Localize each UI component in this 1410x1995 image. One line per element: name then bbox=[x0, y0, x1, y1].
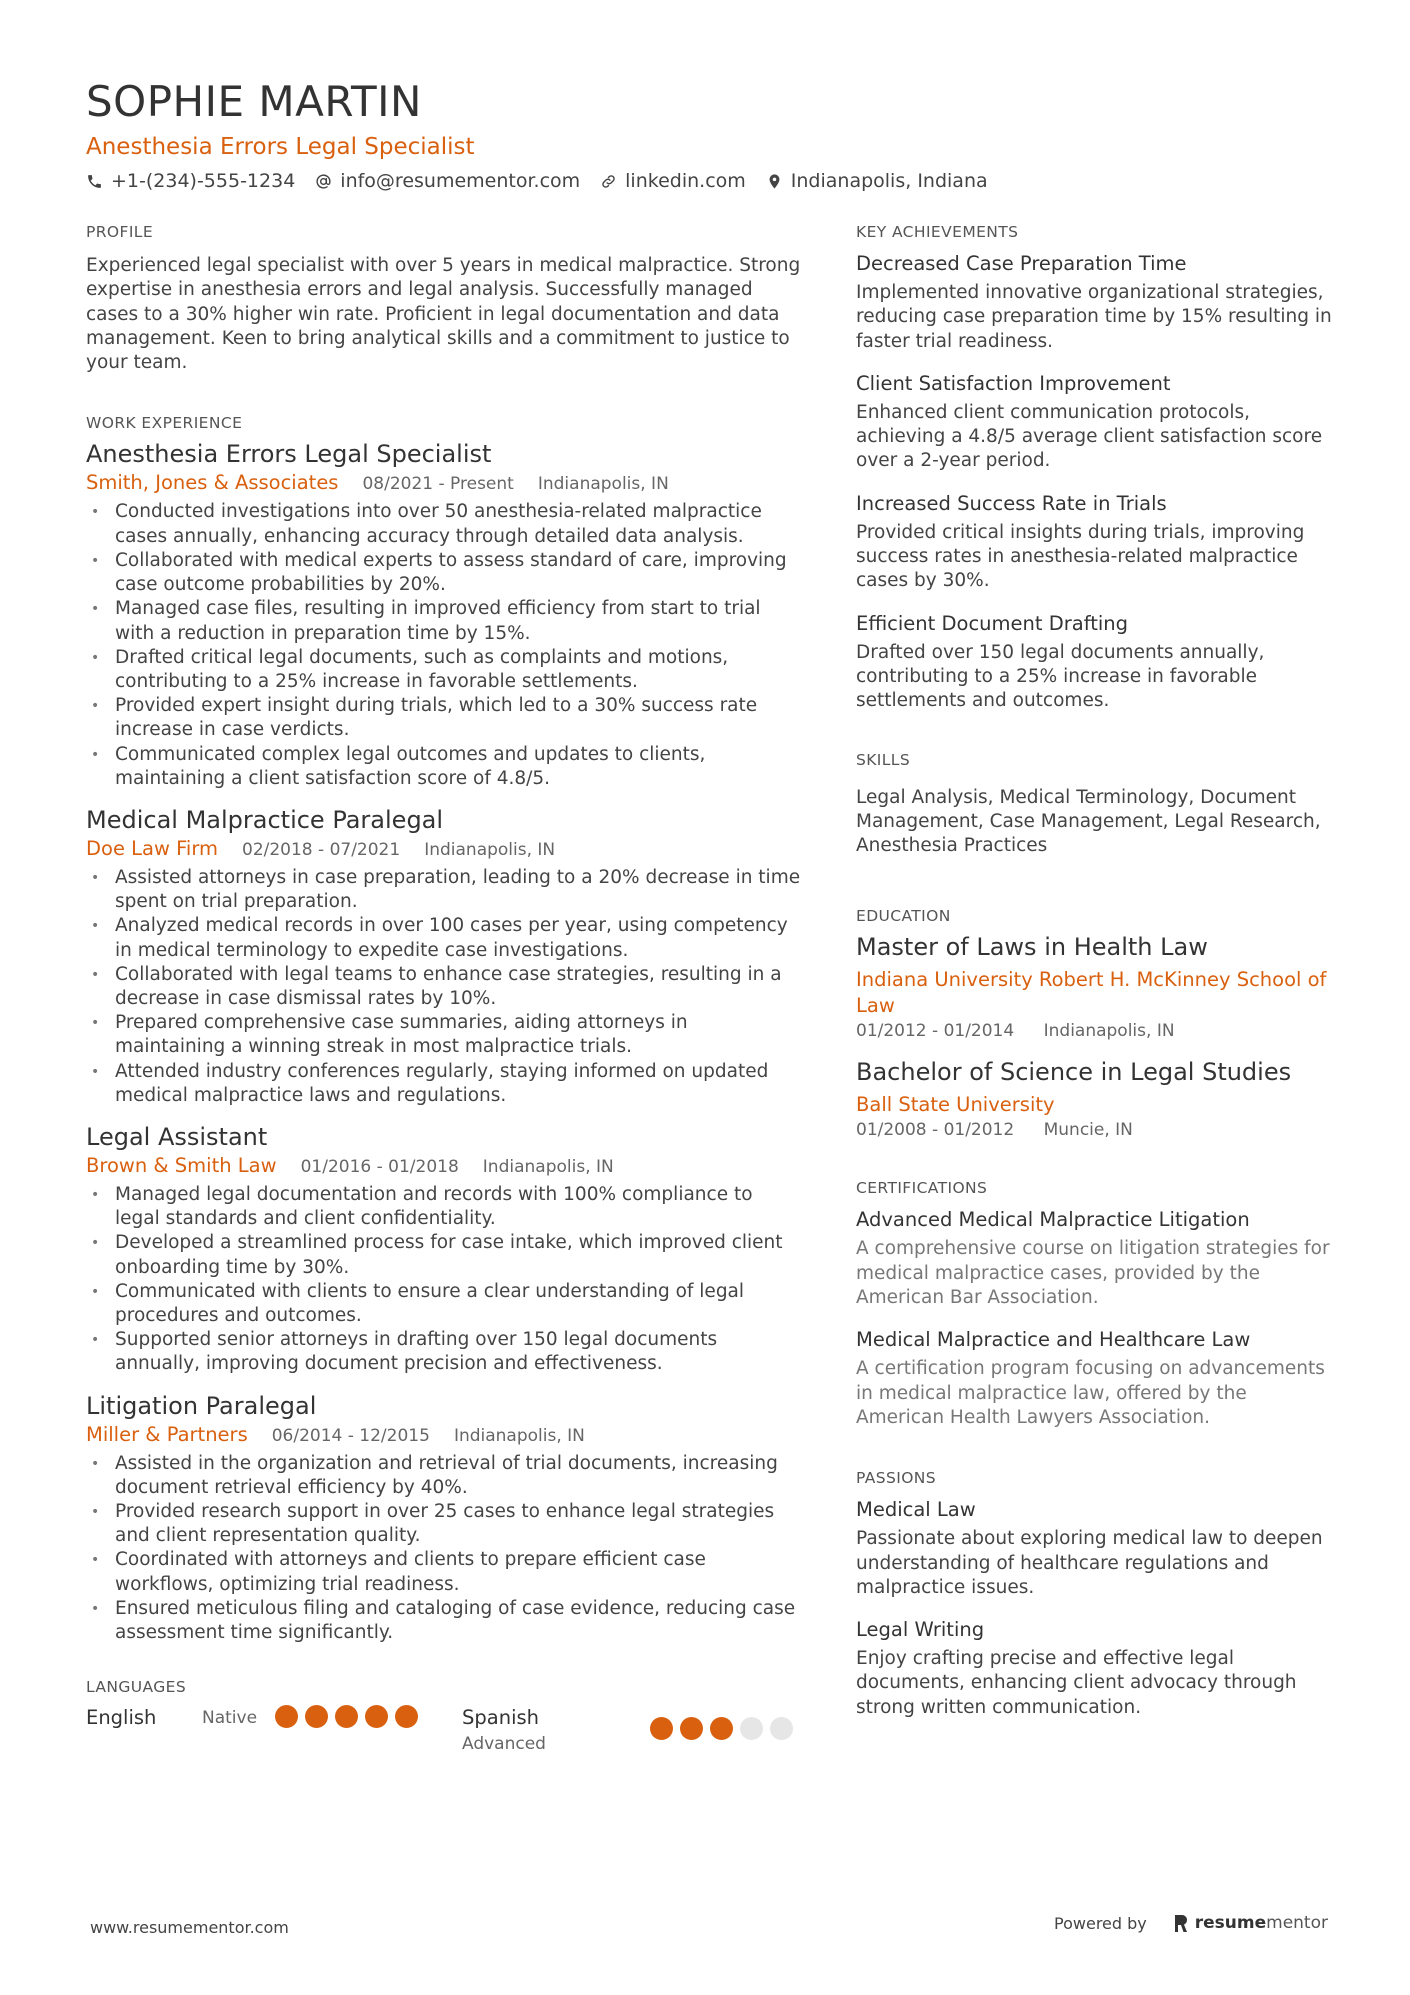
rating-dot-filled bbox=[395, 1705, 418, 1728]
education-meta bbox=[856, 1118, 1334, 1142]
brand-name-bold: resume bbox=[1194, 1913, 1267, 1933]
bullet-item: • Supported senior attorneys in drafting over 150 legal documents annually, improving document precision and effectiveness. bbox=[86, 1328, 802, 1376]
job-dates: 06/2014 - 12/2015 bbox=[271, 1425, 430, 1446]
rating-dot-empty bbox=[740, 1717, 763, 1740]
education-degree: Bachelor of Science in Legal Studies bbox=[856, 1058, 1292, 1087]
contact-bar bbox=[86, 168, 1326, 194]
bullet-item: • Communicated complex legal outcomes and updates to clients, maintaining a client satisfaction score of 4.8/5. bbox=[86, 743, 802, 791]
bullet-item: • Prepared comprehensive case summaries, aiding attorneys in maintaining a winning streak in most malpractice trials. bbox=[86, 1011, 802, 1059]
achievement-item bbox=[856, 250, 1334, 354]
job-company: Brown & Smith Law bbox=[86, 1153, 277, 1177]
rating-dot-filled bbox=[710, 1717, 733, 1740]
section-heading: WORK EXPERIENCE bbox=[86, 414, 243, 433]
phone-text: +1-(234)-555-1234 bbox=[111, 170, 296, 192]
education-item bbox=[856, 1057, 1334, 1142]
rating-dot-filled bbox=[335, 1705, 358, 1728]
languages-section bbox=[86, 1677, 802, 1757]
link-icon bbox=[600, 173, 617, 190]
certification-item bbox=[856, 1326, 1334, 1430]
certifications-section bbox=[856, 1178, 1334, 1430]
job-entry bbox=[86, 805, 802, 1108]
job-dates: 01/2016 - 01/2018 bbox=[300, 1156, 459, 1177]
bullet-item: • Assisted attorneys in case preparation, leading to a 20% decrease in time spent on trial preparation. bbox=[86, 866, 802, 914]
job-title: Anesthesia Errors Legal Specialist bbox=[86, 440, 492, 469]
achievement-desc: Enhanced client communication protocols, achieving a 4.8/5 average client satisfaction score over a 2-year period. bbox=[856, 401, 1323, 472]
language-level: Native bbox=[202, 1708, 258, 1729]
education-degree: Master of Laws in Health Law bbox=[856, 933, 1208, 962]
job-location: Indianapolis, IN bbox=[482, 1156, 614, 1177]
profile-section bbox=[86, 222, 802, 375]
education-school: Ball State University bbox=[856, 1093, 1055, 1117]
contact-phone bbox=[86, 168, 295, 194]
section-heading: KEY ACHIEVEMENTS bbox=[856, 223, 1019, 241]
job-meta bbox=[86, 1422, 802, 1449]
job-bullets bbox=[86, 866, 802, 1108]
education-location: Muncie, IN bbox=[1043, 1120, 1133, 1141]
bullet-item: • Provided expert insight during trials, which led to a 30% success rate increase in case verdicts. bbox=[86, 694, 802, 742]
job-entry bbox=[86, 1122, 802, 1377]
education-item bbox=[856, 932, 1334, 1043]
job-meta bbox=[86, 836, 802, 863]
brand-logo[interactable] bbox=[1173, 1913, 1328, 1933]
passions-section bbox=[856, 1468, 1334, 1720]
passion-item bbox=[856, 1496, 1334, 1600]
section-heading: PASSIONS bbox=[856, 1469, 937, 1488]
language-level: Advanced bbox=[462, 1734, 546, 1755]
job-title: Legal Assistant bbox=[86, 1122, 268, 1151]
email-link[interactable]: info@resumementor.com bbox=[340, 170, 581, 192]
achievement-title: Client Satisfaction Improvement bbox=[856, 371, 1171, 395]
language-name: Spanish bbox=[462, 1706, 540, 1730]
bullet-item: • Provided research support in over 25 cases to enhance legal strategies and client representation quality. bbox=[86, 1500, 802, 1548]
bullet-item: • Managed legal documentation and records with 100% compliance to legal standards and client confidentiality. bbox=[86, 1183, 802, 1231]
achievement-desc: Provided critical insights during trials, improving success rates in anesthesia-related malpractice cases by 30%. bbox=[856, 521, 1305, 592]
bullet-item: • Conducted investigations into over 50 anesthesia-related malpractice cases annually, enhancing accuracy through detailed data analysis. bbox=[86, 500, 802, 548]
education-dates: 01/2012 - 01/2014 bbox=[856, 1021, 1015, 1042]
section-heading: SKILLS bbox=[856, 750, 911, 769]
job-company: Miller & Partners bbox=[86, 1422, 248, 1446]
key-achievements-section bbox=[856, 222, 1334, 714]
job-bullets bbox=[86, 1452, 802, 1646]
candidate-title: Anesthesia Errors Legal Specialist bbox=[86, 134, 475, 160]
education-school: Indiana University Robert H. McKinney School of Law bbox=[856, 968, 1327, 1018]
bullet-item: • Attended industry conferences regularly, staying informed on updated medical malpractice laws and regulations. bbox=[86, 1060, 802, 1108]
achievement-item bbox=[856, 610, 1334, 714]
bullet-item: • Collaborated with legal teams to enhance case strategies, resulting in a decrease in case dismissal rates by 10%. bbox=[86, 963, 802, 1011]
rating-dot-filled bbox=[680, 1717, 703, 1740]
certification-desc: A comprehensive course on litigation strategies for medical malpractice cases, provided by the American Bar Association. bbox=[856, 1238, 1330, 1309]
passion-title: Medical Law bbox=[856, 1498, 976, 1522]
skills-text: Legal Analysis, Medical Terminology, Document Management, Case Management, Legal Research, Anesthesia Practices bbox=[856, 786, 1321, 857]
bullet-item: • Collaborated with medical experts to assess standard of care, improving case outcome probabilities by 20%. bbox=[86, 549, 802, 597]
location-pin-icon bbox=[766, 173, 783, 190]
passion-item bbox=[856, 1616, 1334, 1720]
bullet-item: • Ensured meticulous filing and cataloging of case evidence, reducing case assessment time significantly. bbox=[86, 1597, 802, 1645]
candidate-name: SOPHIE MARTIN bbox=[86, 77, 422, 126]
certification-desc: A certification program focusing on advancements in medical malpractice law, offered by the American Health Lawyers Association. bbox=[856, 1358, 1325, 1428]
achievement-item bbox=[856, 490, 1334, 594]
bullet-item: • Analyzed medical records in over 100 cases per year, using competency in medical terminology to expedite case investigations. bbox=[86, 914, 802, 962]
education-meta bbox=[856, 1019, 1334, 1043]
section-heading: EDUCATION bbox=[856, 907, 951, 926]
passion-desc: Enjoy crafting precise and effective legal documents, enhancing client advocacy through strong written communication. bbox=[856, 1648, 1297, 1718]
job-title: Litigation Paralegal bbox=[86, 1391, 317, 1420]
job-company: Doe Law Firm bbox=[86, 836, 218, 860]
resume-header bbox=[86, 76, 1326, 194]
bullet-item: • Coordinated with attorneys and clients to prepare efficient case workflows, optimizing trial readiness. bbox=[86, 1548, 802, 1596]
job-meta bbox=[86, 1153, 802, 1180]
section-heading: LANGUAGES bbox=[86, 1678, 187, 1697]
language-item bbox=[462, 1705, 800, 1757]
bullet-item: • Managed case files, resulting in improved efficiency from start to trial with a reduction in preparation time by 15%. bbox=[86, 597, 802, 645]
brand-name-light: mentor bbox=[1266, 1913, 1328, 1933]
job-location: Indianapolis, IN bbox=[537, 474, 669, 495]
education-dates: 01/2008 - 01/2012 bbox=[856, 1120, 1015, 1141]
powered-by-label: Powered by bbox=[1054, 1913, 1147, 1933]
left-column bbox=[86, 222, 802, 1757]
job-company: Smith, Jones & Associates bbox=[86, 471, 339, 495]
bullet-item: • Assisted in the organization and retrieval of trial documents, increasing document retrieval efficiency by 40%. bbox=[86, 1452, 802, 1500]
job-location: Indianapolis, IN bbox=[424, 839, 556, 860]
contact-linkedin[interactable] bbox=[600, 168, 746, 194]
job-meta bbox=[86, 470, 802, 497]
footer-powered-by bbox=[1054, 1913, 1328, 1933]
passion-desc: Passionate about exploring medical law to deepen understanding of healthcare regulations and malpractice issues. bbox=[856, 1528, 1323, 1598]
rating-dot-filled bbox=[650, 1717, 673, 1740]
section-heading: CERTIFICATIONS bbox=[856, 1179, 988, 1198]
achievement-title: Efficient Document Drafting bbox=[856, 611, 1129, 635]
certification-item bbox=[856, 1206, 1334, 1310]
job-dates: 08/2021 - Present bbox=[362, 474, 514, 495]
achievement-desc: Implemented innovative organizational strategies, reducing case preparation time by 15% resulting in faster trial readiness. bbox=[856, 282, 1332, 352]
location-text: Indianapolis, Indiana bbox=[790, 170, 988, 192]
language-rating bbox=[275, 1705, 425, 1728]
phone-icon bbox=[86, 173, 103, 190]
resumementor-logo-icon bbox=[1173, 1914, 1189, 1933]
job-bullets bbox=[86, 1183, 802, 1377]
rating-dot-filled bbox=[365, 1705, 388, 1728]
contact-location bbox=[766, 168, 988, 194]
certification-title: Medical Malpractice and Healthcare Law bbox=[856, 1328, 1251, 1352]
right-column bbox=[856, 222, 1334, 1736]
contact-email[interactable] bbox=[315, 168, 580, 194]
footer-website[interactable]: www.resumementor.com bbox=[90, 1918, 289, 1937]
work-experience-section bbox=[86, 413, 802, 1645]
job-bullets bbox=[86, 500, 802, 790]
language-rating bbox=[650, 1717, 800, 1740]
achievement-title: Decreased Case Preparation Time bbox=[856, 252, 1187, 275]
achievement-desc: Drafted over 150 legal documents annually, contributing to a 25% increase in favorable settlements and outcomes. bbox=[856, 641, 1265, 712]
bullet-item: • Drafted critical legal documents, such as complaints and motions, contributing to a 25% increase in favorable settlements. bbox=[86, 646, 802, 694]
language-name: English bbox=[86, 1706, 157, 1730]
education-section bbox=[856, 906, 1334, 1142]
passion-title: Legal Writing bbox=[856, 1618, 985, 1642]
achievement-title: Increased Success Rate in Trials bbox=[856, 491, 1167, 515]
job-dates: 02/2018 - 07/2021 bbox=[242, 839, 401, 860]
rating-dot-filled bbox=[305, 1705, 328, 1728]
bullet-item: • Developed a streamlined process for case intake, which improved client onboarding time by 30%. bbox=[86, 1231, 802, 1279]
education-location: Indianapolis, IN bbox=[1043, 1021, 1175, 1042]
job-entry bbox=[86, 439, 802, 790]
section-heading: PROFILE bbox=[86, 223, 154, 241]
job-title: Medical Malpractice Paralegal bbox=[86, 805, 444, 834]
certification-title: Advanced Medical Malpractice Litigation bbox=[856, 1208, 1250, 1232]
skills-section bbox=[856, 750, 1334, 859]
achievement-item bbox=[856, 370, 1334, 474]
at-icon bbox=[315, 173, 332, 190]
language-item bbox=[86, 1705, 462, 1731]
linkedin-link[interactable]: linkedin.com bbox=[625, 170, 746, 192]
languages-row bbox=[86, 1705, 802, 1757]
profile-text: Experienced legal specialist with over 5 years in medical malpractice. Strong expertise in anesthesia errors and legal analysis. Successfully managed cases to a 30% higher win rate. Proficient in legal documentation and data management. Keen to bring analytical skills and a commitment to justice to your team. bbox=[86, 255, 801, 374]
job-entry bbox=[86, 1391, 802, 1646]
rating-dot-filled bbox=[275, 1705, 298, 1728]
bullet-item: • Communicated with clients to ensure a clear understanding of legal procedures and outcomes. bbox=[86, 1280, 802, 1328]
rating-dot-empty bbox=[770, 1717, 793, 1740]
job-location: Indianapolis, IN bbox=[453, 1425, 585, 1446]
